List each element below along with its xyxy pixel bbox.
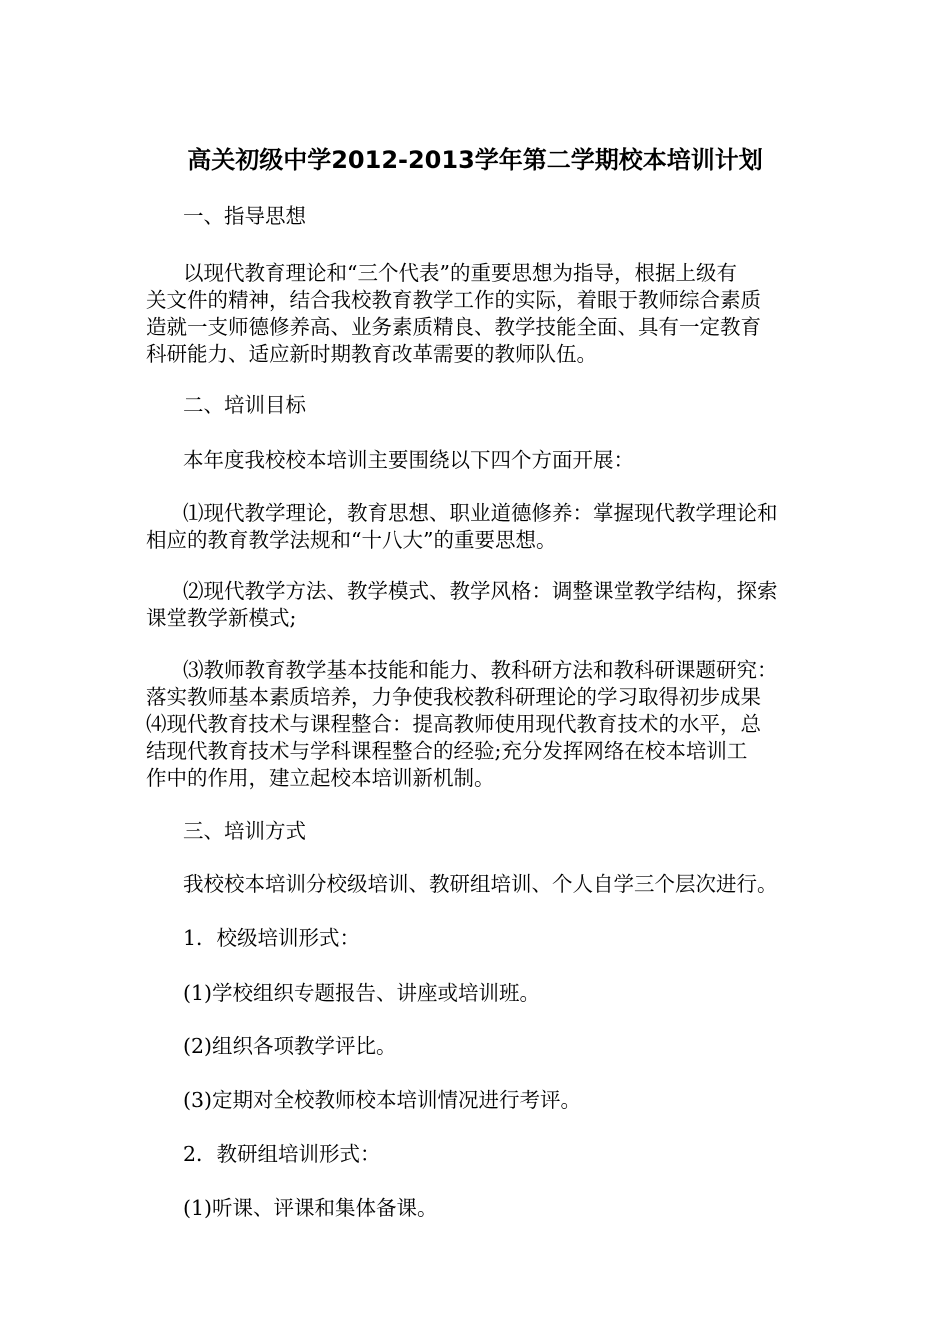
document-title: 高关初级中学2012-2013学年第二学期校本培训计划 [187,146,763,174]
section2-item4-line: 作中的作用，建立起校本培训新机制。 [146,766,495,790]
section1-heading: 一、指导思想 [183,204,306,228]
section3-intro: 我校校本培训分校级培训、教研组培训、个人自学三个层次进行。 [183,872,778,896]
section2-item2-line: ⑵现代教学方法、教学模式、教学风格：调整课堂教学结构，探索 [183,579,778,603]
section2-item3-line: ⑶教师教育教学基本技能和能力、教科研方法和教科研课题研究： [183,658,778,682]
section3-sub1-heading: 1．校级培训形式： [183,926,361,950]
section3-sub1-item: (2)组织各项教学评比。 [183,1034,397,1058]
section2-item1-line: ⑴现代教学理论，教育思想、职业道德修养：掌握现代教学理论和 [183,501,778,525]
section1-para-line: 造就一支师德修养高、业务素质精良、教学技能全面、具有一定教育 [146,315,761,339]
section2-item4-line: ⑷现代教育技术与课程整合：提高教师使用现代教育技术的水平，总 [146,712,761,736]
section2-item4-line: 结现代教育技术与学科课程整合的经验;充分发挥网络在校本培训工 [146,739,748,763]
section3-sub2-item: (1)听课、评课和集体备课。 [183,1196,438,1220]
section1-para-line: 科研能力、适应新时期教育改革需要的教师队伍。 [146,342,597,366]
section3-sub1-item: (3)定期对全校教师校本培训情况进行考评。 [183,1088,582,1112]
section3-sub2-heading: 2．教研组培训形式： [183,1142,381,1166]
section3-sub1-item: (1)学校组织专题报告、讲座或培训班。 [183,981,541,1005]
section1-para-line: 关文件的精神，结合我校教育教学工作的实际，着眼于教师综合素质 [146,288,761,312]
section2-item1-line: 相应的教育教学法规和“十八大”的重要思想。 [146,528,557,552]
section2-item2-line: 课堂教学新模式; [146,606,297,630]
section2-heading: 二、培训目标 [183,393,306,417]
section2-intro: 本年度我校校本培训主要围绕以下四个方面开展： [183,448,634,472]
section3-heading: 三、培训方式 [183,819,306,843]
section2-item3-line: 落实教师基本素质培养，力争使我校教科研理论的学习取得初步成果 [146,685,761,709]
section1-para-line: 以现代教育理论和“三个代表”的重要思想为指导，根据上级有 [183,261,737,285]
